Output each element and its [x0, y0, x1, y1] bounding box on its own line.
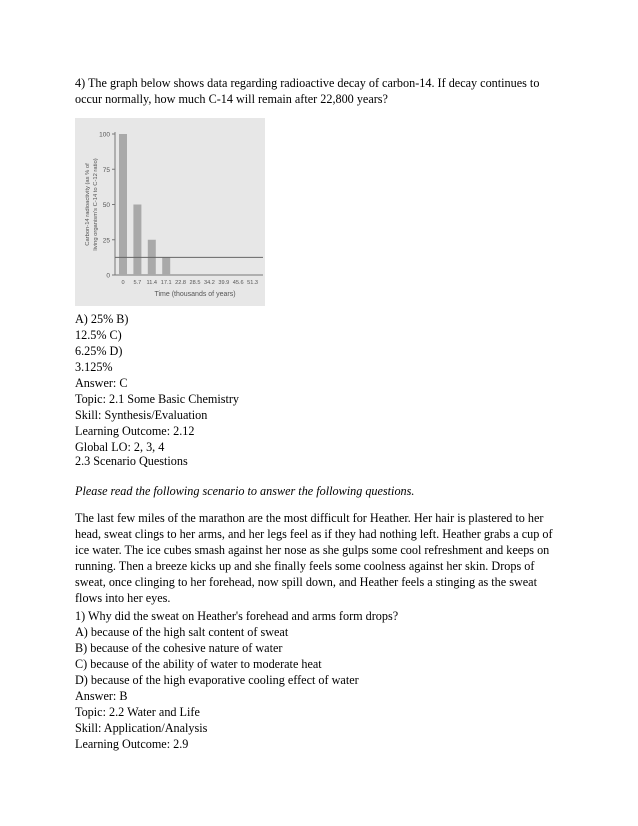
learning-outcome: Learning Outcome: 2.12	[75, 424, 195, 438]
answer-line: A) 25% B)	[75, 312, 129, 326]
learning-outcome: Learning Outcome: 2.9	[75, 737, 189, 751]
question-4-stem: 4) The graph below shows data regarding radioactive decay of carbon-14. If decay continues to occur normally, how much C-14 will remain after 22,800 years?	[75, 76, 540, 106]
question-1-stem: 1) Why did the sweat on Heather's forehead and arms form drops?	[75, 609, 399, 623]
option-d: D) because of the high evaporative cooling effect of water	[75, 673, 359, 687]
x-tick-label: 17.1	[160, 280, 172, 286]
answer-key: Answer: C	[75, 376, 128, 390]
x-tick-label: 51.3	[247, 280, 259, 286]
x-axis-label: Time (thousands of years)	[154, 291, 236, 298]
y-tick-label: 0	[106, 272, 110, 280]
x-tick-label: 45.6	[232, 280, 244, 286]
bar	[162, 257, 170, 275]
answer-key: Answer: B	[75, 689, 128, 703]
x-tick-label: 22.8	[175, 280, 187, 286]
x-tick-label: 28.5	[189, 280, 201, 286]
skill: Skill: Application/Analysis	[75, 721, 208, 735]
decay-chart	[75, 118, 265, 306]
y-tick-label: 50	[102, 202, 110, 209]
y-axis-label-line-2: living organism's C-14 to C-12 ratio)	[93, 158, 99, 251]
topic: Topic: 2.2 Water and Life	[75, 705, 200, 719]
scenario-text: The last few miles of the marathon are the most difficult for Heather. Her hair is plastered to her head, sweat clings to her arms, and her legs feel as if they had nothing left. Heather grabs a cup of ice water. The ice cubes smash against her nose as she gulps some cool refreshment and keeps on running. Then a breeze kicks up and she finally feels some coolness against her skin. Drops of sweat, once clinging to her forehead, now spill down, and Heather feels a stinging as the sweat flows into her eyes.	[75, 511, 553, 605]
y-tick-label: 75	[102, 166, 110, 174]
skill: Skill: Synthesis/Evaluation	[75, 408, 208, 422]
x-tick-label: 39.9	[218, 280, 230, 286]
answer-line: 3.125%	[75, 360, 113, 374]
y-tick-label: 25	[102, 237, 110, 245]
scenario-intro-text: Please read the following scenario to answer the following questions.	[75, 484, 415, 498]
decay-chart-figure	[75, 118, 265, 306]
section-title: 2.3 Scenario Questions	[75, 454, 188, 468]
option-a: A) because of the high salt content of sweat	[75, 625, 289, 639]
section-heading	[75, 453, 565, 469]
question-1	[75, 608, 565, 752]
option-b: B) because of the cohesive nature of water	[75, 641, 283, 655]
y-tick-label: 100	[99, 131, 110, 139]
scenario-passage	[75, 510, 565, 606]
x-tick-label: 11.4	[146, 280, 158, 286]
answer-line: 6.25% D)	[75, 344, 123, 358]
question-4-answers	[75, 311, 565, 455]
option-c: C) because of the ability of water to moderate heat	[75, 657, 322, 671]
bar	[119, 134, 127, 275]
x-tick-label: 34.2	[203, 280, 215, 286]
x-tick-label: 0	[121, 280, 125, 286]
global-lo: Global LO: 2, 3, 4	[75, 440, 165, 454]
x-tick-label: 5.7	[133, 280, 142, 286]
question-4	[75, 75, 565, 107]
bar	[133, 205, 141, 276]
y-axis-label-line-1: Carbon-14 radioactivity (as % of	[85, 163, 91, 246]
answer-line: 12.5% C)	[75, 328, 122, 342]
scenario-instructions	[75, 483, 565, 499]
topic: Topic: 2.1 Some Basic Chemistry	[75, 392, 240, 406]
